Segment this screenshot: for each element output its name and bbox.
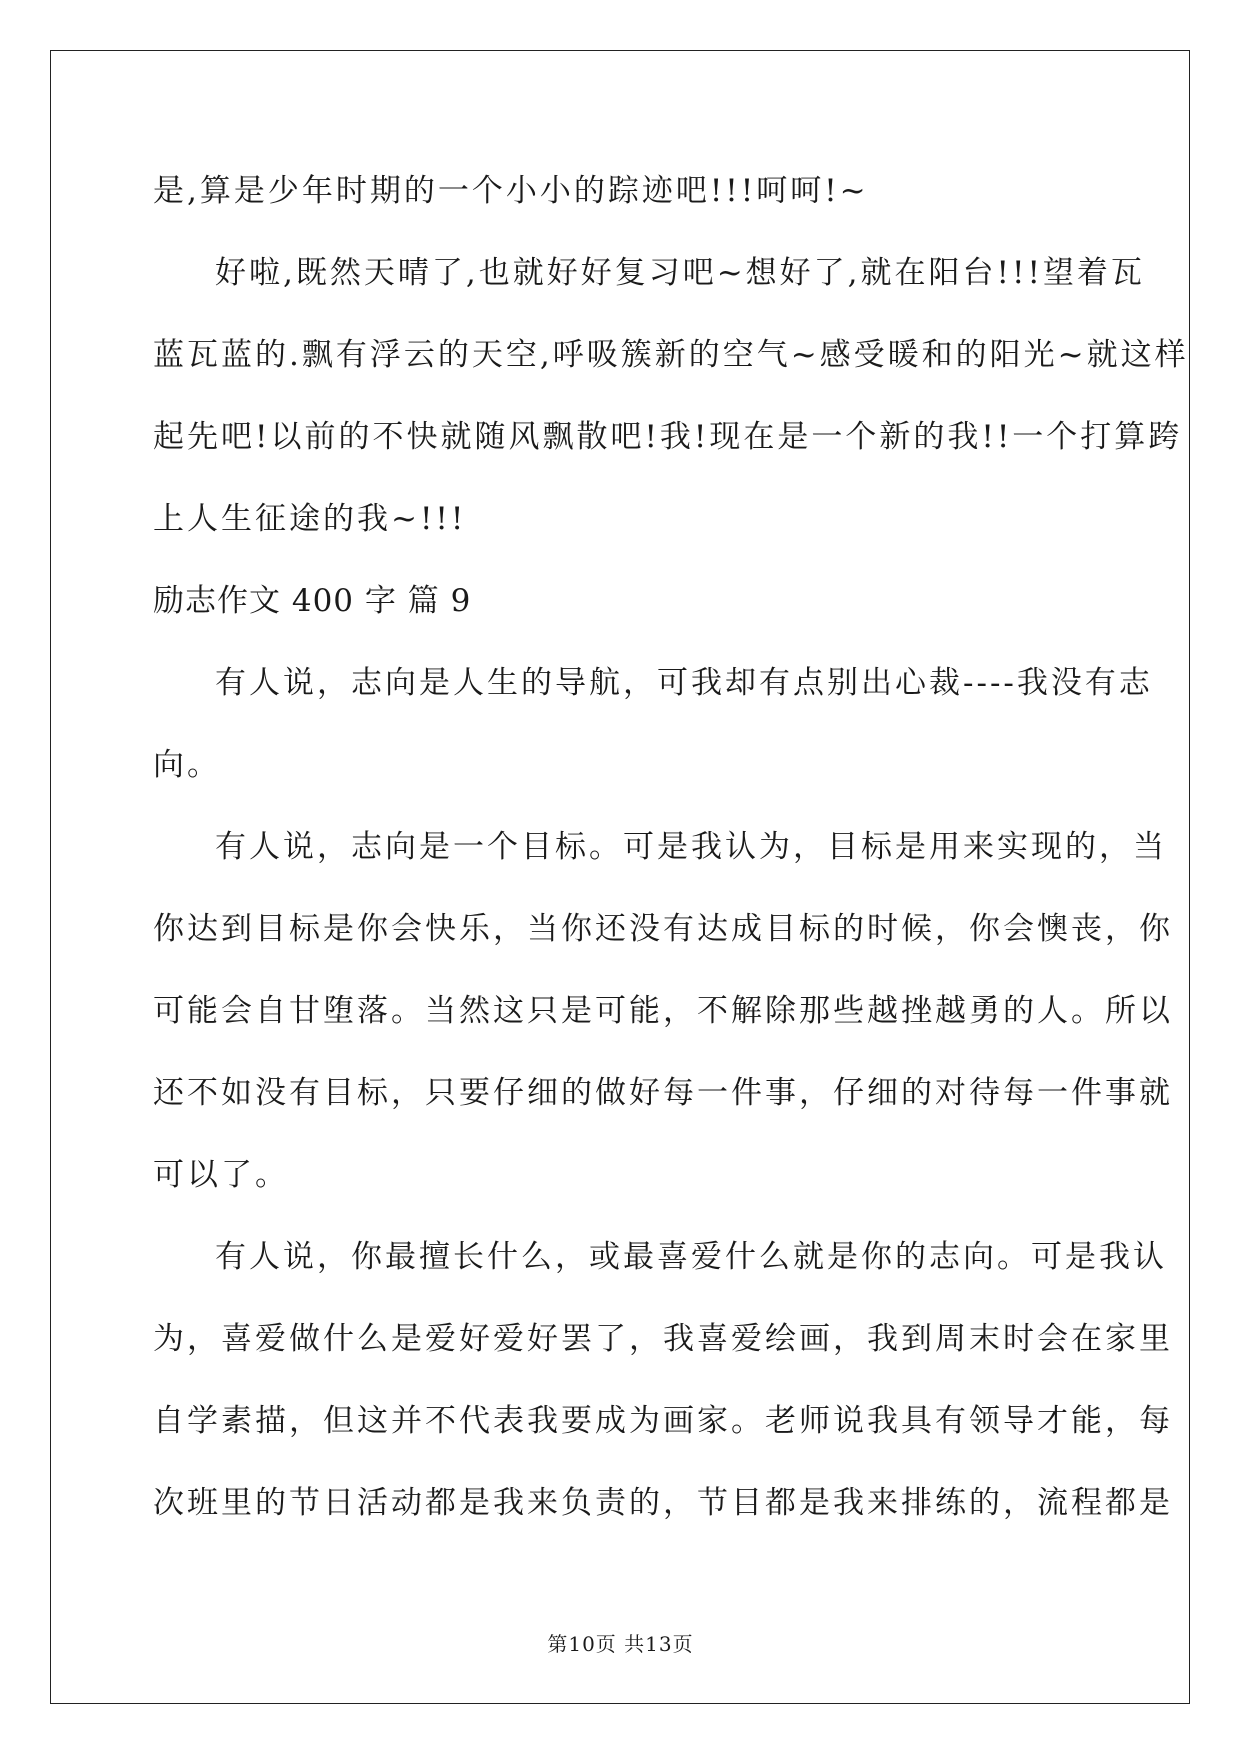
text-line-17: 次班里的节日活动都是我来负责的，节目都是我来排练的，流程都是 bbox=[153, 1485, 1173, 1521]
text-line-9: 有人说，志向是一个目标。可是我认为，目标是用来实现的，当 bbox=[215, 829, 1167, 865]
text-line-10: 你达到目标是你会快乐，当你还没有达成目标的时候，你会懊丧，你 bbox=[153, 911, 1173, 947]
text-line-15: 为，喜爱做什么是爱好爱好罢了，我喜爱绘画，我到周末时会在家里 bbox=[153, 1321, 1173, 1357]
text-line-4: 起先吧!以前的不快就随风飘散吧!我!现在是一个新的我!!一个打算跨 bbox=[153, 419, 1183, 455]
text-line-16: 自学素描，但这并不代表我要成为画家。老师说我具有领导才能，每 bbox=[153, 1403, 1173, 1439]
page-footer bbox=[0, 1628, 1241, 1657]
text-line-1: 是,算是少年时期的一个小小的踪迹吧!!!呵呵!~ bbox=[153, 173, 869, 209]
document-body bbox=[153, 160, 1189, 1554]
text-line-14: 有人说，你最擅长什么，或最喜爱什么就是你的志向。可是我认 bbox=[215, 1239, 1167, 1275]
page-number: 第10页 共13页 bbox=[547, 1632, 694, 1656]
text-line-7: 有人说，志向是人生的导航，可我却有点别出心裁----我没有志 bbox=[215, 665, 1153, 701]
text-line-13: 可以了。 bbox=[153, 1157, 289, 1193]
text-line-5: 上人生征途的我~!!! bbox=[153, 501, 467, 537]
text-line-2: 好啦,既然天晴了,也就好好复习吧~想好了,就在阳台!!!望着瓦 bbox=[215, 255, 1145, 291]
text-line-12: 还不如没有目标，只要仔细的做好每一件事，仔细的对待每一件事就 bbox=[153, 1075, 1173, 1111]
text-line-11: 可能会自甘堕落。当然这只是可能，不解除那些越挫越勇的人。所以 bbox=[153, 993, 1173, 1029]
text-line-3: 蓝瓦蓝的.飘有浮云的天空,呼吸簇新的空气~感受暖和的阳光~就这样 bbox=[153, 337, 1189, 373]
text-line-8: 向。 bbox=[153, 747, 221, 783]
section-heading: 励志作文 400 字 篇 9 bbox=[153, 583, 472, 619]
